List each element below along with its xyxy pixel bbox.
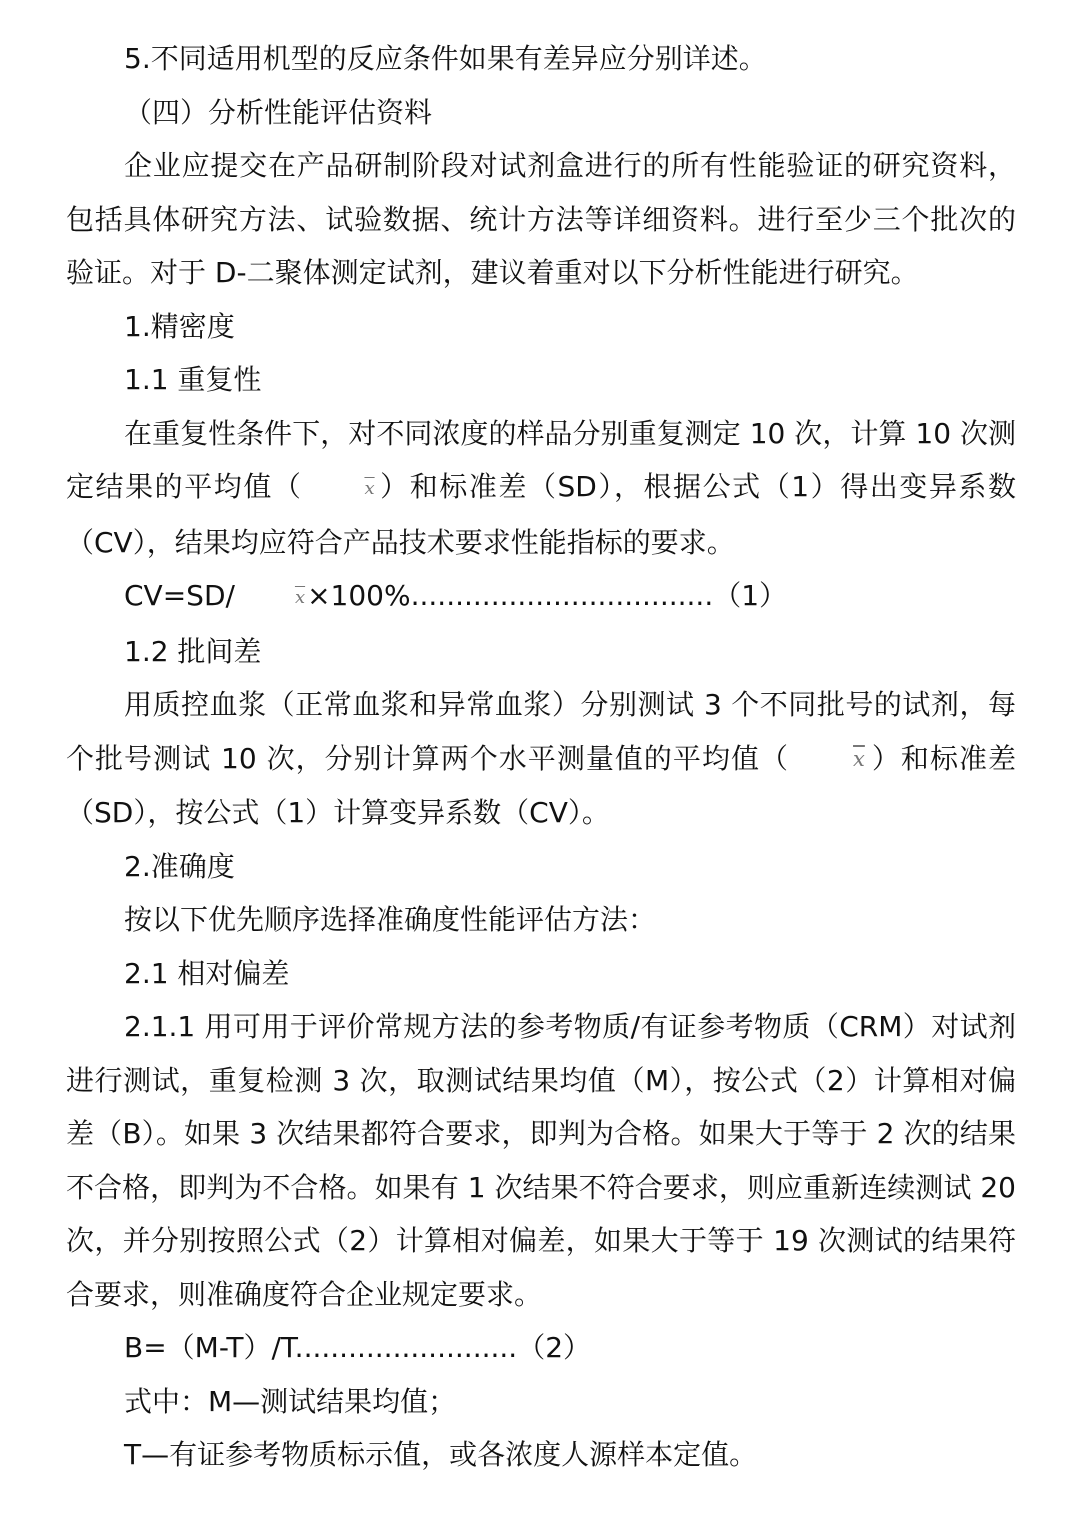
mean-symbol-icon: $\overline{x}$ [853,746,865,771]
paragraph-lot-variation [66,678,1016,840]
formula-cv [66,569,1016,625]
repeatability-text-b: ）和标准差（SD），根据公式（1）得出变异系数（CV），结果均应符合产品技术要求性能指标的要求。 [66,470,1016,559]
lot-variation-text-b: ）和标准差（SD），按公式（1）计算变异系数（CV）。 [66,741,1016,829]
line-formula-definition-m: 式中：M—测试结果均值； [124,1384,457,1418]
heading-precision: 1.精密度 [124,309,235,343]
section-heading-analytical-performance: （四）分析性能评估资料 [124,95,433,129]
paragraph-performance-data: 企业应提交在产品研制阶段对试剂盒进行的所有性能验证的研究资料，包括具体研究方法、试验数据、统计方法等详细资料。进行至少三个批次的验证。对于 D-二聚体测定试剂，建议着重对以下分析性能进行研究。 [66,149,1016,289]
heading-repeatability: 1.1 重复性 [124,363,262,396]
mean-symbol-icon: $\overline{x}$ [294,587,306,608]
heading-accuracy: 2.准确度 [124,849,235,883]
heading-relative-deviation: 2.1 相对偏差 [124,956,290,990]
formula-relative-deviation: B=（M-T）/T.........................（2） [124,1331,592,1364]
paragraph-relative-deviation: 2.1.1 用可用于评价常规方法的参考物质/有证参考物质（CRM）对试剂进行测试，重复检测 3 次，取测试结果均值（M），按公式（2）计算相对偏差（B）。如果 3 次结果都符合要求，即判为合格。如果大于等于 2 次的结果不合格，即判为不合格。如果有 1 次结果不符合要求，则应重新连续测试 20 次，并分别按照公式（2）计算相对偏差，如果大于等于 19 次测试的结果符合要求，则准确度符合企业规定要求。 [66,1010,1016,1311]
lot-variation-text-a: 用质控血浆（正常血浆和异常血浆）分别测试 3 个不同批号的试剂，每个批号测试 10 次，分别计算两个水平测量值的平均值（ [66,688,1016,775]
formula-cv-a: CV=SD/ [124,579,235,612]
paragraph-repeatability [66,407,1016,570]
mean-symbol-icon: $\overline{x}$ [364,478,375,499]
repeatability-text-a: 在重复性条件下，对不同浓度的样品分别重复测定 10 次，计算 10 次测定结果的平均值（ [66,416,1016,503]
heading-lot-variation: 1.2 批间差 [124,634,262,668]
formula-cv-b: ×100%..................................（1） [307,579,788,612]
line-accuracy-method-order: 按以下优先顺序选择准确度性能评估方法： [124,903,657,936]
line-formula-definition-t: T—有证参考物质标示值，或各浓度人源样本定值。 [124,1438,758,1471]
line-reaction-conditions: 5.不同适用机型的反应条件如果有差异应分别详述。 [124,42,767,75]
